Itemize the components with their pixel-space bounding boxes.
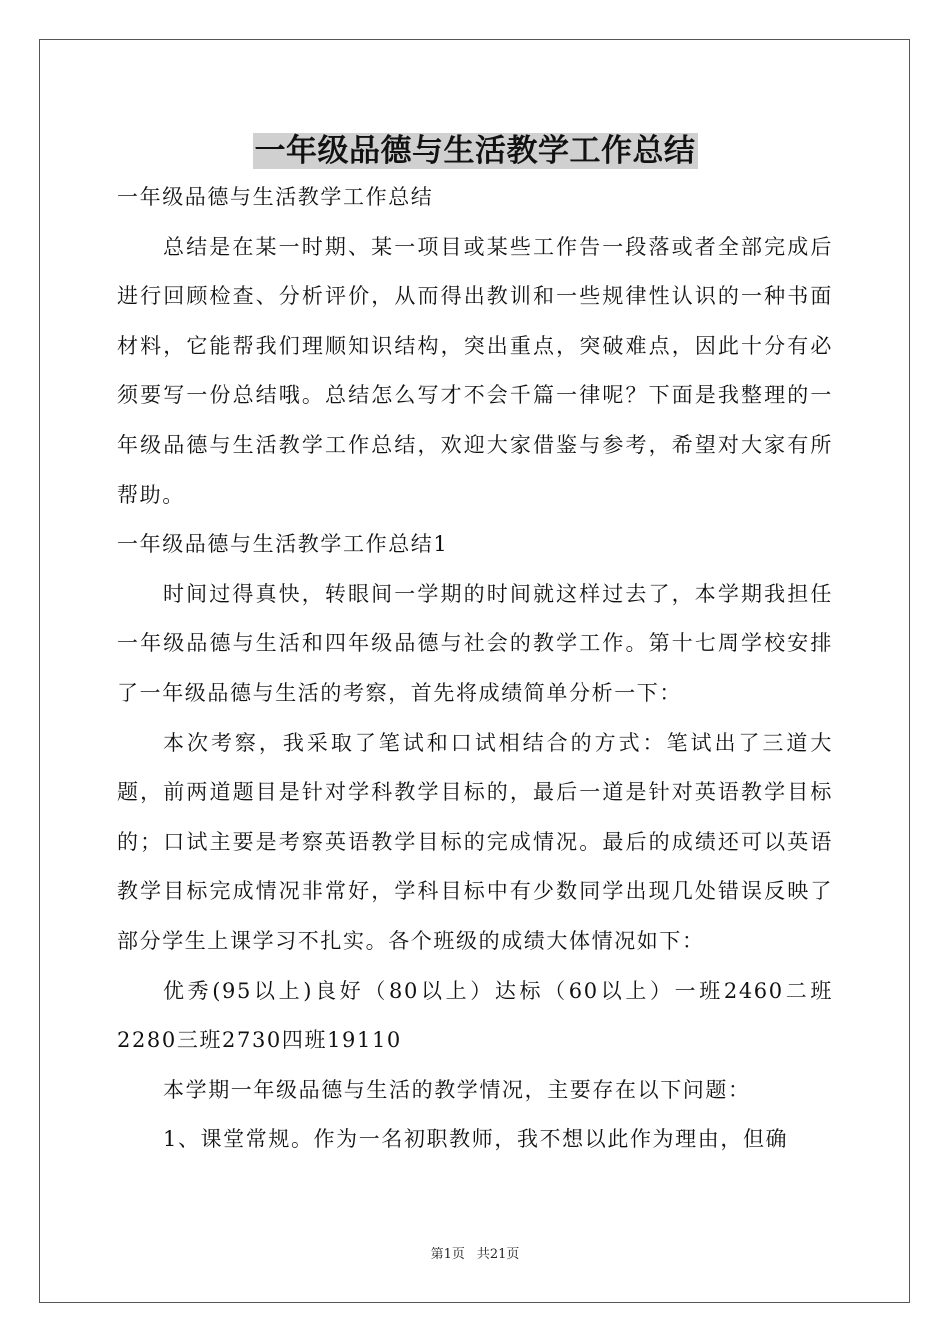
paragraph-subtitle: 一年级品德与生活教学工作总结 xyxy=(117,185,434,209)
document-title-text: 一年级品德与生活教学工作总结 xyxy=(254,133,696,169)
paragraph-scores: 优秀(95以上)良好（80以上）达标（60以上）一班2460二班2280三班2730四班19110 xyxy=(117,978,833,1053)
page-number: 第1页 xyxy=(430,1247,465,1262)
page-footer xyxy=(0,1245,950,1265)
paragraph-body: 本次考察，我采取了笔试和口试相结合的方式：笔试出了三道大题，前两道题目是针对学科教学目标的，最后一道是针对英语教学目标的；口试主要是考察英语教学目标的完成情况。最后的成绩还可以英语教学目标完成情况非常好，学科目标中有少数同学出现几处错误反映了部分学生上课学习不扎实。各个班级的成绩大体情况如下： xyxy=(117,730,833,953)
paragraph-body: 本学期一年级品德与生活的教学情况，主要存在以下问题： xyxy=(163,1077,751,1102)
document-body xyxy=(117,173,833,1165)
paragraph-intro: 总结是在某一时期、某一项目或某些工作告一段落或者全部完成后进行回顾检查、分析评价，从而得出教训和一些规律性认识的一种书面材料，它能帮我们理顺知识结构，突出重点，突破难点，因此十分有必须要写一份总结哦。总结怎么写才不会千篇一律呢？下面是我整理的一年级品德与生活教学工作总结，欢迎大家借鉴与参考，希望对大家有所帮助。 xyxy=(117,234,833,507)
paragraph-body: 时间过得真快，转眼间一学期的时间就这样过去了，本学期我担任一年级品德与生活和四年级品德与社会的教学工作。第十七周学校安排了一年级品德与生活的考察，首先将成绩简单分析一下： xyxy=(117,581,833,705)
paragraph-body: 1、课堂常规。作为一名初职教师，我不想以此作为理由，但确 xyxy=(163,1127,789,1152)
paragraph-section-heading: 一年级品德与生活教学工作总结1 xyxy=(117,532,449,557)
page-total: 共21页 xyxy=(476,1247,520,1262)
document-title xyxy=(0,126,950,176)
